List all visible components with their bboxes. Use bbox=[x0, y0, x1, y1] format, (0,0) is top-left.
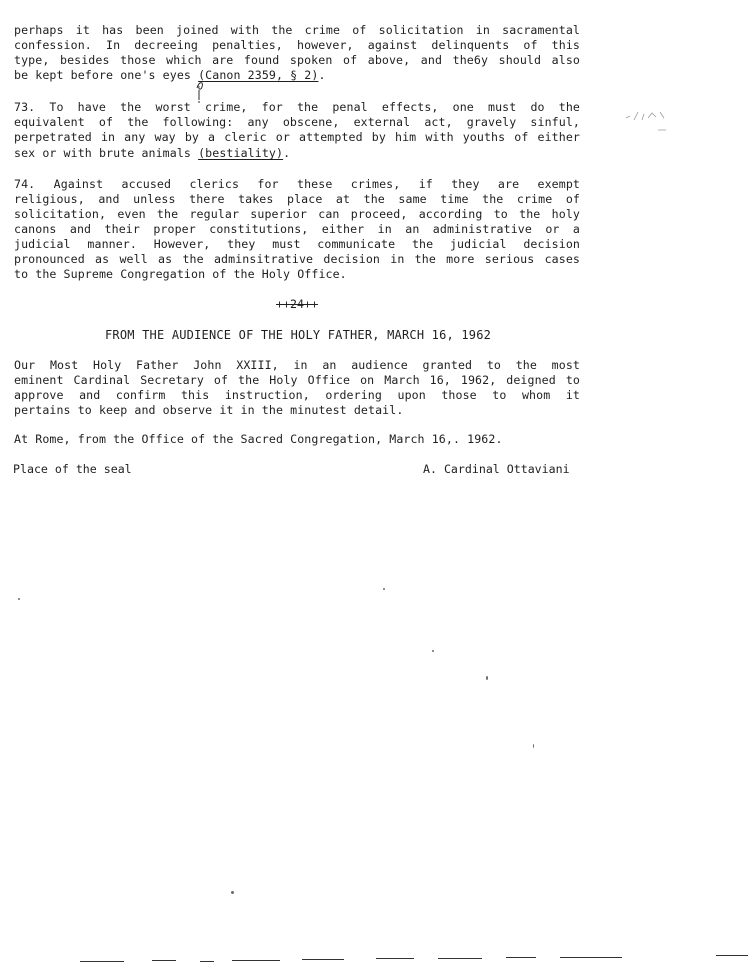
scan-speck bbox=[231, 891, 234, 894]
text-fragment: sex or with brute animals bbox=[14, 146, 199, 160]
scan-speck bbox=[383, 588, 385, 590]
text-line: type, besides those which are found spoken of above, and the6y should also bbox=[14, 53, 580, 67]
underlined-term: (bestiality) bbox=[198, 146, 284, 160]
text-line: canons and their proper constitutions, either in an administrative or a bbox=[14, 222, 580, 236]
text-line: solicitation, even the regular superior can proceed, according to the holy bbox=[14, 207, 580, 221]
text-line: pertains to keep and observe it in the minutest detail. bbox=[14, 403, 404, 417]
text-line: judicial manner. However, they must communicate the judicial decision bbox=[14, 237, 580, 251]
scan-rule bbox=[506, 957, 536, 958]
scan-rule bbox=[80, 961, 124, 962]
seal-label: Place of the seal bbox=[13, 462, 132, 476]
scan-speck bbox=[486, 676, 488, 680]
text-line: confession. In decreeing penalties, however, against delinquents of this bbox=[14, 38, 580, 52]
text-line: 74. Against accused clerics for these crimes, if they are exempt bbox=[14, 177, 580, 191]
scan-rule bbox=[200, 961, 214, 962]
text-line bbox=[14, 68, 580, 83]
text-line: pronounced as well as the adminsitrative decision in the more serious cases bbox=[14, 252, 580, 266]
text-fragment: be kept before one's eyes bbox=[14, 68, 199, 82]
text-line: 73. To have the worst crime, for the penal effects, one must do the bbox=[14, 100, 580, 114]
text-line: equivalent of the following: any obscene, external act, gravely sinful, bbox=[14, 115, 580, 129]
scan-speck bbox=[432, 650, 434, 652]
text-line: perhaps it has been joined with the crime of solicitation in sacramental bbox=[14, 23, 580, 37]
scan-rule bbox=[302, 959, 344, 960]
signer-name: A. Cardinal Ottaviani bbox=[423, 462, 570, 476]
text-line: Our Most Holy Father John XXIII, in an audience granted to the most bbox=[14, 358, 580, 372]
text-fragment: . bbox=[318, 68, 326, 82]
scan-speck bbox=[533, 744, 534, 748]
section-heading: FROM THE AUDIENCE OF THE HOLY FATHER, MARCH 16, 1962 bbox=[105, 328, 492, 342]
text-line: perpetrated in any way by a cleric or attempted by him with youths of either bbox=[14, 130, 580, 144]
text-line: eminent Cardinal Secretary of the Holy Office on March 16, 1962, deigned to bbox=[14, 373, 580, 387]
scan-rule bbox=[560, 957, 622, 958]
scan-rule bbox=[232, 960, 280, 961]
section-separator bbox=[14, 297, 580, 312]
scan-rule bbox=[438, 958, 482, 959]
scan-rule bbox=[376, 958, 414, 959]
scan-rule bbox=[152, 960, 176, 961]
scan-speck bbox=[18, 598, 20, 600]
margin-scrawl bbox=[620, 104, 672, 140]
text-line: religious, and unless there takes place at the same time the crime of bbox=[14, 192, 580, 206]
canon-reference: (Canon 2359, § 2) bbox=[198, 68, 319, 82]
separator-text: ++24++ bbox=[276, 297, 318, 311]
text-fragment: . bbox=[283, 146, 291, 160]
text-line: to the Supreme Congregation of the Holy Office. bbox=[14, 267, 347, 281]
scan-rule bbox=[716, 955, 748, 956]
dateline: At Rome, from the Office of the Sacred Congregation, March 16,. 1962. bbox=[14, 432, 503, 446]
text-line bbox=[14, 146, 580, 161]
text-line: approve and confirm this instruction, ordering upon those to whom it bbox=[14, 388, 580, 402]
